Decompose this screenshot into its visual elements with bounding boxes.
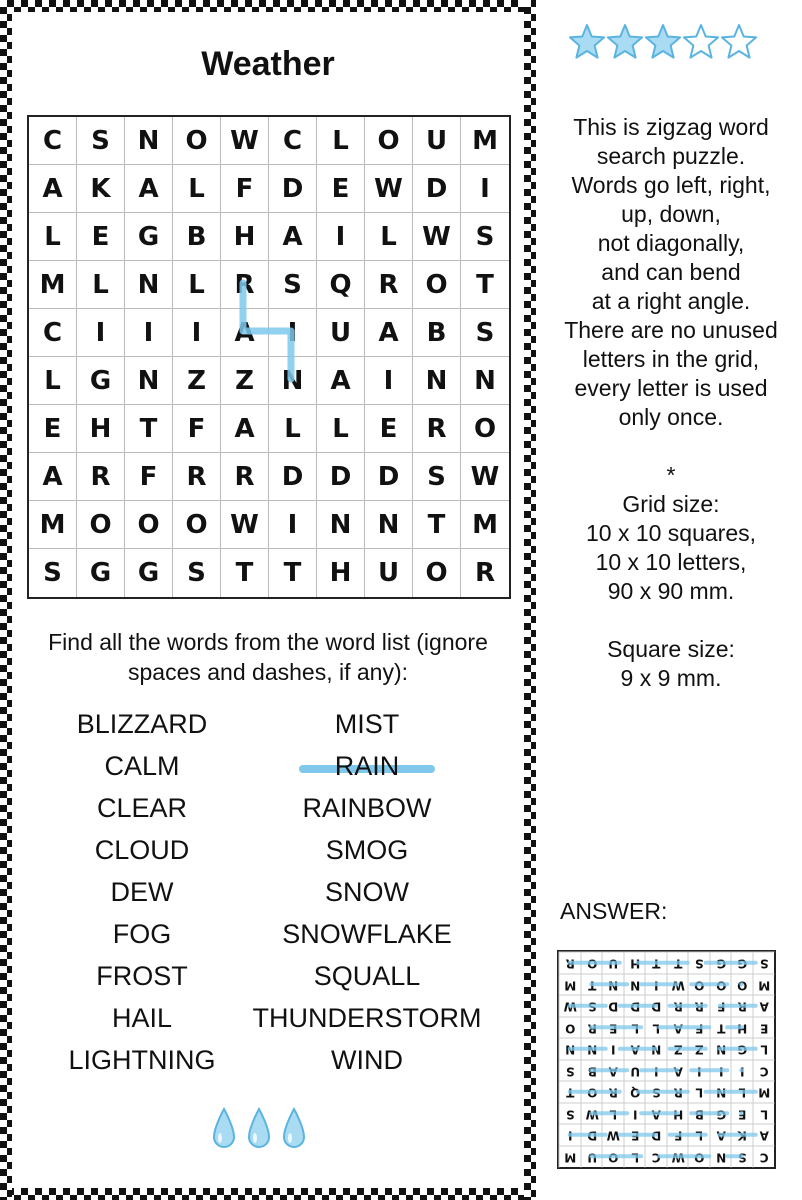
- answer-cell: L: [602, 1103, 624, 1125]
- answer-cell: G: [710, 952, 732, 974]
- grid-cell[interactable]: I: [461, 165, 509, 213]
- word-list-item: [42, 913, 242, 955]
- word-list-item: [242, 745, 492, 787]
- grid-cell[interactable]: F: [125, 453, 173, 501]
- answer-cell: O: [581, 1081, 603, 1103]
- checker-border-left: [0, 0, 12, 1200]
- answer-cell: O: [559, 1017, 581, 1039]
- word-list-column-1: [42, 703, 242, 1081]
- grid-cell[interactable]: H: [317, 549, 365, 597]
- answer-cell: A: [624, 1038, 646, 1060]
- answer-cell: G: [710, 1103, 732, 1125]
- grid-cell[interactable]: L: [317, 405, 365, 453]
- answer-cell: K: [731, 1124, 753, 1146]
- answer-cell: W: [667, 1146, 689, 1168]
- checker-border-bottom: [0, 1188, 536, 1200]
- answer-cell: N: [710, 1146, 732, 1168]
- answer-cell: F: [710, 995, 732, 1017]
- grid-cell[interactable]: L: [317, 117, 365, 165]
- answer-cell: R: [667, 1081, 689, 1103]
- grid-cell[interactable]: Z: [173, 357, 221, 405]
- grid-cell[interactable]: B: [173, 213, 221, 261]
- answer-cell: T: [559, 1081, 581, 1103]
- answer-cell: D: [645, 1124, 667, 1146]
- grid-cell[interactable]: D: [269, 165, 317, 213]
- grid-cell[interactable]: O: [413, 261, 461, 309]
- answer-cell: A: [602, 1060, 624, 1082]
- description-line: This is zigzag word: [573, 114, 769, 140]
- word-list-item: [242, 913, 492, 955]
- word-search-grid[interactable]: [27, 115, 511, 599]
- grid-cell[interactable]: C: [29, 309, 77, 357]
- word-text: WIND: [331, 1045, 403, 1075]
- answer-cell: I: [602, 1038, 624, 1060]
- answer-cell: M: [559, 1146, 581, 1168]
- grid-cell[interactable]: D: [317, 453, 365, 501]
- grid-cell[interactable]: T: [461, 261, 509, 309]
- answer-cell: W: [559, 995, 581, 1017]
- grid-cell[interactable]: A: [269, 213, 317, 261]
- grid-cell[interactable]: G: [125, 213, 173, 261]
- grid-cell[interactable]: L: [173, 261, 221, 309]
- answer-cell: E: [753, 1017, 775, 1039]
- grid-cell[interactable]: S: [269, 261, 317, 309]
- grid-cell[interactable]: N: [317, 501, 365, 549]
- grid-cell[interactable]: M: [461, 117, 509, 165]
- grid-cell[interactable]: I: [269, 309, 317, 357]
- grid-cell[interactable]: A: [221, 309, 269, 357]
- description-line: [540, 432, 802, 461]
- answer-cell: A: [753, 995, 775, 1017]
- grid-cell[interactable]: O: [413, 549, 461, 597]
- answer-cell: U: [602, 952, 624, 974]
- grid-cell[interactable]: U: [365, 549, 413, 597]
- answer-cell: U: [624, 1060, 646, 1082]
- answer-cell: H: [731, 1017, 753, 1039]
- answer-cell: E: [602, 1017, 624, 1039]
- answer-cell: L: [624, 1146, 646, 1168]
- word-list-item: [42, 871, 242, 913]
- description-line: 10 x 10 squares,: [585, 520, 757, 546]
- grid-cell[interactable]: R: [474, 558, 496, 588]
- answer-cell: L: [753, 1103, 775, 1125]
- grid-cell[interactable]: S: [77, 117, 125, 165]
- word-list-item: [242, 997, 492, 1039]
- answer-cell: H: [624, 952, 646, 974]
- answer-cell: G: [731, 1038, 753, 1060]
- grid-cell[interactable]: T: [269, 549, 317, 597]
- word-text: HAIL: [111, 1003, 173, 1033]
- answer-cell: N: [559, 1038, 581, 1060]
- word-list-item: [42, 955, 242, 997]
- word-text: CLEAR: [96, 793, 188, 823]
- word-list-instructions: Find all the words from the word list (ignore spaces and dashes, if any):: [48, 629, 488, 685]
- grid-cell[interactable]: N: [413, 357, 461, 405]
- grid-cell[interactable]: A: [29, 453, 77, 501]
- answer-cell: F: [667, 1124, 689, 1146]
- word-text: SNOW: [325, 877, 409, 907]
- answer-cell: I: [559, 1124, 581, 1146]
- description-line: and can bend: [601, 259, 741, 285]
- answer-cell: Q: [624, 1081, 646, 1103]
- grid-cell[interactable]: A: [317, 357, 365, 405]
- grid-cell[interactable]: O: [365, 117, 413, 165]
- grid-cell[interactable]: M: [461, 501, 509, 549]
- word-text: FROST: [96, 961, 188, 991]
- answer-cell: N: [710, 1038, 732, 1060]
- grid-cell[interactable]: D: [269, 453, 317, 501]
- word-text: MIST: [334, 709, 400, 739]
- answer-cell: I: [645, 974, 667, 996]
- grid-cell[interactable]: F: [221, 165, 269, 213]
- description-line: at a right angle.: [591, 288, 751, 314]
- grid-cell[interactable]: B: [413, 309, 461, 357]
- grid-cell[interactable]: N: [125, 357, 173, 405]
- answer-cell: R: [581, 1017, 603, 1039]
- answer-cell: E: [624, 1124, 646, 1146]
- grid-cell[interactable]: O: [77, 501, 125, 549]
- star-empty-icon: [684, 25, 718, 58]
- answer-cell: Z: [688, 1038, 710, 1060]
- grid-cell[interactable]: O: [173, 501, 221, 549]
- grid-cell[interactable]: E: [365, 405, 413, 453]
- grid-cell[interactable]: T: [413, 501, 461, 549]
- grid-cell[interactable]: S: [413, 453, 461, 501]
- answer-cell: T: [581, 974, 603, 996]
- answer-cell: I: [710, 1060, 732, 1082]
- star-filled-icon: [608, 25, 642, 58]
- answer-cell: M: [753, 1081, 775, 1103]
- word-list-item: [242, 955, 492, 997]
- grid-cell[interactable]: W: [221, 117, 269, 165]
- word-text: RAINBOW: [302, 793, 432, 823]
- answer-cell: A: [667, 1017, 689, 1039]
- description-line: There are no unused: [564, 317, 778, 343]
- answer-cell: W: [667, 974, 689, 996]
- answer-cell: L: [753, 1038, 775, 1060]
- answer-cell: G: [731, 952, 753, 974]
- grid-cell[interactable]: I: [317, 213, 365, 261]
- grid-cell[interactable]: L: [173, 165, 221, 213]
- answer-cell: W: [602, 1124, 624, 1146]
- star-filled-icon: [646, 25, 680, 58]
- answer-cell: N: [602, 974, 624, 996]
- description-line: [540, 606, 802, 635]
- grid-cell[interactable]: U: [317, 309, 365, 357]
- grid-cell[interactable]: A: [221, 405, 269, 453]
- grid-cell[interactable]: A: [365, 309, 413, 357]
- grid-cell[interactable]: R: [413, 405, 461, 453]
- answer-cell: M: [559, 974, 581, 996]
- grid-cell[interactable]: E: [317, 165, 365, 213]
- description-line: not diagonally,: [597, 230, 745, 256]
- grid-cell[interactable]: I: [77, 309, 125, 357]
- answer-cell: L: [688, 1081, 710, 1103]
- grid-cell[interactable]: C: [269, 117, 317, 165]
- answer-cell: A: [645, 1103, 667, 1125]
- word-text: SMOG: [325, 835, 409, 865]
- answer-cell: T: [645, 952, 667, 974]
- grid-cell[interactable]: M: [29, 261, 77, 309]
- grid-cell[interactable]: W: [461, 453, 509, 501]
- grid-cell[interactable]: Z: [221, 357, 269, 405]
- description-line: every letter is used: [574, 375, 768, 401]
- description-line: search puzzle.: [596, 143, 746, 169]
- grid-cell[interactable]: N: [125, 261, 173, 309]
- grid-cell[interactable]: N: [365, 501, 413, 549]
- answer-grid: [557, 950, 776, 1169]
- grid-cell[interactable]: G: [77, 549, 125, 597]
- grid-cell[interactable]: S: [461, 309, 509, 357]
- grid-cell[interactable]: W: [365, 165, 413, 213]
- word-text: CALM: [104, 751, 180, 781]
- grid-cell[interactable]: S: [461, 213, 509, 261]
- grid-cell[interactable]: W: [221, 501, 269, 549]
- answer-cell: D: [581, 1124, 603, 1146]
- answer-cell: U: [581, 1146, 603, 1168]
- word-list-item: [242, 1039, 492, 1081]
- grid-cell[interactable]: A: [29, 165, 77, 213]
- answer-cell: E: [731, 1103, 753, 1125]
- grid-cell[interactable]: R: [365, 261, 413, 309]
- answer-cell: S: [559, 1103, 581, 1125]
- answer-cell: L: [731, 1081, 753, 1103]
- answer-cell: C: [645, 1146, 667, 1168]
- difficulty-rating-stars: [568, 20, 768, 64]
- answer-label: ANSWER:: [560, 898, 668, 924]
- description-line: Grid size:: [622, 491, 720, 517]
- grid-cell[interactable]: I: [173, 309, 221, 357]
- answer-cell: C: [753, 1146, 775, 1168]
- grid-cell[interactable]: L: [77, 261, 125, 309]
- grid-cell[interactable]: H: [221, 213, 269, 261]
- grid-cell[interactable]: R: [221, 453, 269, 501]
- grid-cell[interactable]: M: [29, 501, 77, 549]
- grid-cell[interactable]: U: [413, 117, 461, 165]
- grid-cell[interactable]: T: [221, 549, 269, 597]
- answer-cell: A: [753, 1124, 775, 1146]
- grid-cell[interactable]: G: [77, 357, 125, 405]
- answer-cell: F: [688, 1017, 710, 1039]
- answer-cell: I: [645, 1060, 667, 1082]
- grid-cell[interactable]: F: [173, 405, 221, 453]
- answer-cell: S: [559, 1060, 581, 1082]
- word-list-item: [242, 703, 492, 745]
- grid-cell[interactable]: R: [221, 261, 269, 309]
- grid-cell[interactable]: D: [413, 165, 461, 213]
- answer-cell: L: [624, 1017, 646, 1039]
- answer-cell: L: [645, 1017, 667, 1039]
- grid-cell[interactable]: N: [461, 357, 509, 405]
- puzzle-title: Weather: [201, 45, 335, 83]
- word-list-item: [242, 871, 492, 913]
- grid-cell[interactable]: I: [269, 501, 317, 549]
- answer-cell: R: [602, 1081, 624, 1103]
- grid-cell[interactable]: I: [365, 357, 413, 405]
- answer-cell: S: [753, 952, 775, 974]
- answer-cell: C: [753, 1060, 775, 1082]
- answer-cell: W: [581, 1103, 603, 1125]
- grid-cell[interactable]: R: [173, 453, 221, 501]
- word-text: RAIN: [334, 751, 400, 781]
- answer-cell: O: [581, 952, 603, 974]
- word-text: SNOWFLAKE: [282, 919, 452, 949]
- description-line: up, down,: [621, 201, 721, 227]
- answer-cell: S: [731, 1146, 753, 1168]
- answer-cell: I: [688, 1060, 710, 1082]
- checker-border-right: [524, 0, 536, 1200]
- word-list-item: [42, 829, 242, 871]
- answer-cell: D: [602, 995, 624, 1017]
- answer-cell: S: [688, 952, 710, 974]
- word-list-item: [242, 787, 492, 829]
- answer-cell: R: [667, 995, 689, 1017]
- grid-cell[interactable]: I: [125, 309, 173, 357]
- star-filled-icon: [570, 25, 604, 58]
- grid-cell[interactable]: G: [125, 549, 173, 597]
- word-text: LIGHTNING: [68, 1045, 216, 1075]
- grid-cell[interactable]: T: [125, 405, 173, 453]
- answer-cell: T: [710, 1017, 732, 1039]
- answer-cell: A: [710, 1124, 732, 1146]
- grid-cell[interactable]: E: [77, 213, 125, 261]
- description-line: Words go left, right,: [571, 172, 771, 198]
- description-line: *: [666, 462, 676, 488]
- answer-cell: N: [645, 1038, 667, 1060]
- grid-cell[interactable]: A: [125, 165, 173, 213]
- grid-cell[interactable]: H: [77, 405, 125, 453]
- word-text: THUNDERSTORM: [252, 1003, 482, 1033]
- word-list-item: [42, 787, 242, 829]
- answer-cell: N: [624, 974, 646, 996]
- word-text: FOG: [112, 919, 172, 949]
- word-list-item: [42, 1039, 242, 1081]
- grid-cell[interactable]: O: [173, 117, 221, 165]
- grid-cell[interactable]: L: [29, 357, 77, 405]
- description-line: letters in the grid,: [582, 346, 760, 372]
- grid-cell[interactable]: Q: [317, 261, 365, 309]
- answer-cell: O: [602, 1146, 624, 1168]
- answer-cell: R: [688, 995, 710, 1017]
- word-text: DEW: [110, 877, 174, 907]
- grid-cell[interactable]: S: [173, 549, 221, 597]
- answer-cell: T: [667, 952, 689, 974]
- answer-cell: A: [667, 1060, 689, 1082]
- answer-cell: D: [624, 995, 646, 1017]
- word-list-item: [42, 745, 242, 787]
- grid-cell[interactable]: K: [77, 165, 125, 213]
- answer-cell: N: [710, 1081, 732, 1103]
- word-list-item: [42, 703, 242, 745]
- puzzle-description: [540, 113, 802, 693]
- grid-cell[interactable]: O: [125, 501, 173, 549]
- word-text: BLIZZARD: [76, 709, 208, 739]
- checker-border-top: [0, 0, 536, 12]
- answer-cell: R: [731, 995, 753, 1017]
- description-line: only once.: [618, 404, 724, 430]
- answer-cell: S: [645, 1081, 667, 1103]
- answer-cell: O: [688, 1146, 710, 1168]
- grid-cell[interactable]: L: [29, 213, 77, 261]
- answer-cell: B: [581, 1060, 603, 1082]
- answer-cell: I: [731, 1060, 753, 1082]
- description-line: Square size:: [607, 636, 735, 662]
- answer-cell: R: [559, 952, 581, 974]
- grid-cell[interactable]: C: [29, 117, 77, 165]
- answer-cell: Z: [667, 1038, 689, 1060]
- answer-cell: O: [710, 974, 732, 996]
- answer-cell: O: [731, 974, 753, 996]
- grid-cell[interactable]: O: [461, 405, 509, 453]
- grid-cell[interactable]: D: [365, 453, 413, 501]
- grid-cell[interactable]: W: [413, 213, 461, 261]
- grid-cell[interactable]: L: [269, 405, 317, 453]
- description-line: 90 x 90 mm.: [607, 578, 735, 604]
- description-line: 10 x 10 letters,: [595, 549, 747, 575]
- answer-cell: M: [753, 974, 775, 996]
- star-empty-icon: [722, 25, 756, 58]
- grid-cell[interactable]: N: [125, 117, 173, 165]
- word-list-item: [42, 997, 242, 1039]
- grid-cell[interactable]: R: [77, 453, 125, 501]
- grid-cell[interactable]: S: [29, 549, 77, 597]
- answer-cell: N: [581, 1038, 603, 1060]
- raindrops-icon: [210, 1105, 320, 1153]
- description-line: 9 x 9 mm.: [620, 665, 722, 691]
- answer-cell: O: [688, 974, 710, 996]
- answer-cell: S: [581, 995, 603, 1017]
- answer-cell: B: [688, 1103, 710, 1125]
- answer-cell: I: [624, 1103, 646, 1125]
- grid-cell[interactable]: E: [29, 405, 77, 453]
- grid-cell[interactable]: N: [269, 357, 317, 405]
- answer-cell: D: [645, 995, 667, 1017]
- grid-cell[interactable]: L: [365, 213, 413, 261]
- word-text: CLOUD: [94, 835, 190, 865]
- word-list-item: [242, 829, 492, 871]
- word-text: SQUALL: [313, 961, 421, 991]
- answer-cell: L: [688, 1124, 710, 1146]
- answer-cell: H: [667, 1103, 689, 1125]
- word-list-column-2: [242, 703, 492, 1081]
